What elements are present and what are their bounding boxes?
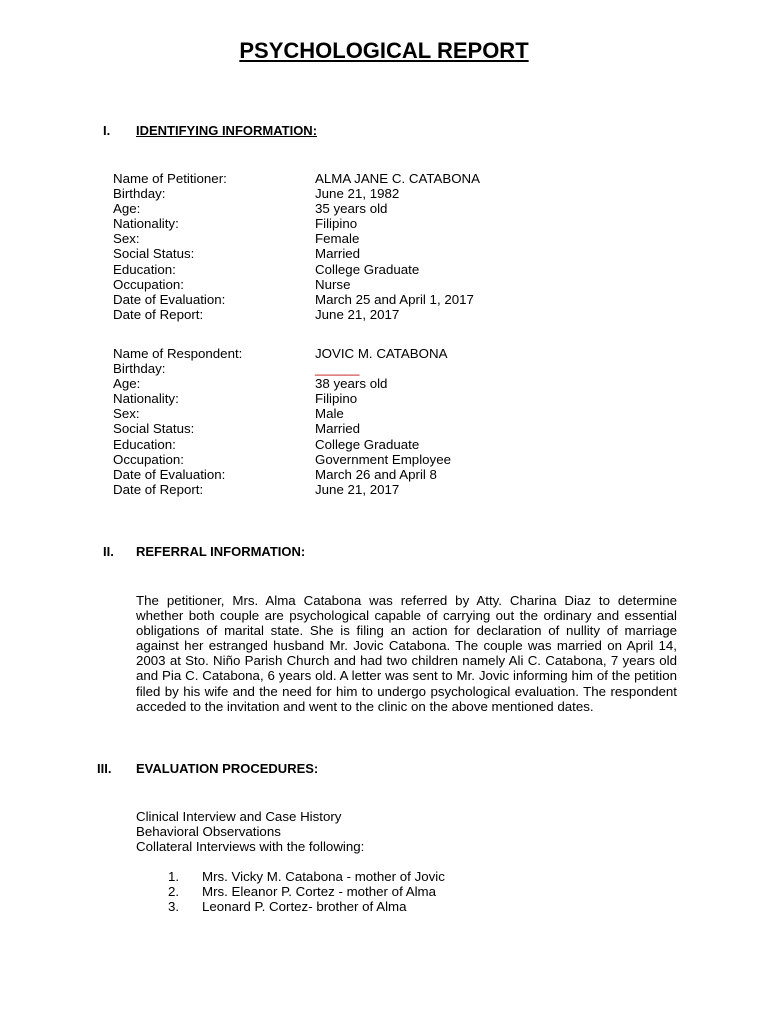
list-number: 3.: [168, 899, 180, 915]
info-row: [113, 216, 480, 231]
procedure-item: Behavioral Observations: [136, 824, 281, 840]
section-3-number: III.: [97, 761, 112, 776]
section-2-title: REFERRAL INFORMATION:: [136, 544, 306, 559]
info-label: Occupation:: [113, 276, 184, 292]
info-row: [113, 307, 480, 322]
info-value: Government Employee: [315, 451, 451, 467]
info-label: Occupation:: [113, 451, 184, 467]
info-value: March 26 and April 8: [315, 466, 437, 482]
info-label: Social Status:: [113, 421, 195, 437]
info-row: [113, 277, 480, 292]
info-value: ALMA JANE C. CATABONA: [315, 171, 481, 186]
info-value: Male: [315, 406, 344, 422]
list-item: [168, 899, 445, 914]
info-row: [113, 346, 451, 361]
list-text: Leonard P. Cortez- brother of Alma: [202, 899, 407, 915]
info-label: Date of Report:: [113, 481, 204, 497]
section-1-title: IDENTIFYING INFORMATION:: [136, 123, 318, 138]
info-label: Age:: [113, 201, 141, 217]
info-label: Social Status:: [113, 246, 195, 262]
info-label: Date of Evaluation:: [113, 291, 226, 307]
info-value: Married: [315, 246, 361, 262]
procedure-item: Collateral Interviews with the following:: [136, 839, 365, 855]
info-value: Nurse: [315, 276, 351, 292]
list-number: 2.: [168, 884, 180, 900]
info-value: 35 years old: [315, 201, 388, 217]
info-value: JOVIC M. CATABONA: [315, 346, 448, 361]
list-item: [168, 869, 445, 884]
section-2-number: II.: [103, 544, 114, 559]
respondent-info: [113, 346, 451, 497]
info-row: [113, 361, 451, 376]
collateral-list: [168, 869, 445, 914]
info-row: [113, 467, 451, 482]
info-row: [113, 262, 480, 277]
info-row: [113, 186, 480, 201]
info-row: [113, 391, 451, 406]
info-label: Education:: [113, 261, 176, 277]
title-text: PSYCHOLOGICAL REPORT: [239, 38, 529, 63]
page-title: [0, 38, 768, 64]
info-label: Sex:: [113, 231, 140, 247]
info-value: 38 years old: [315, 376, 388, 392]
procedure-item: Clinical Interview and Case History: [136, 809, 342, 824]
info-row: [113, 376, 451, 391]
info-row: [113, 246, 480, 261]
info-value: Married: [315, 421, 361, 437]
info-row: [113, 292, 480, 307]
list-text: Mrs. Eleanor P. Cortez - mother of Alma: [202, 884, 437, 900]
info-value: Filipino: [315, 391, 358, 407]
info-row: [113, 406, 451, 421]
info-value: Filipino: [315, 216, 358, 232]
info-value: June 21, 2017: [315, 481, 400, 497]
info-label: Name of Respondent:: [113, 346, 243, 361]
info-row: [113, 452, 451, 467]
info-value: College Graduate: [315, 261, 420, 277]
info-label: Date of Report:: [113, 306, 204, 322]
info-label: Sex:: [113, 406, 140, 422]
info-label: Date of Evaluation:: [113, 466, 226, 482]
info-row: [113, 171, 480, 186]
section-3-title: EVALUATION PROCEDURES:: [136, 761, 319, 776]
info-row: [113, 231, 480, 246]
info-label: Age:: [113, 376, 141, 392]
info-label: Nationality:: [113, 216, 179, 232]
info-value: March 25 and April 1, 2017: [315, 291, 474, 307]
info-label: Birthday:: [113, 186, 166, 202]
referral-paragraph: The petitioner, Mrs. Alma Catabona was referred by Atty. Charina Diaz to determine whether both couple are psychological capable of carrying out the ordinary and essential obligations of marital state. She is filing an action for declaration of nullity of marriage against her estranged husband Mr. Jovic Catabona. The couple was married on April 14, 2003 at Sto. Niño Parish Church and had two children namely Ali C. Catabona, 7 years old and Pia C. Catabona, 6 years old. A letter was sent to Mr. Jovic informing him of the petition filed by his wife and the need for him to undergo psychological evaluation. The respondent acceded to the invitation and went to the clinic on the above mentioned dates.: [136, 593, 677, 714]
info-row: [113, 421, 451, 436]
info-value-blank: ______: [315, 361, 360, 377]
list-text: Mrs. Vicky M. Catabona - mother of Jovic: [202, 869, 445, 884]
section-1-number: I.: [103, 123, 111, 138]
petitioner-info: [113, 171, 480, 322]
list-number: 1.: [168, 869, 180, 884]
info-row: [113, 201, 480, 216]
info-label: Name of Petitioner:: [113, 171, 227, 186]
info-row: [113, 482, 451, 497]
info-value: June 21, 2017: [315, 306, 400, 322]
info-label: Nationality:: [113, 391, 179, 407]
list-item: [168, 884, 445, 899]
info-label: Birthday:: [113, 361, 166, 377]
procedures-list: [136, 809, 364, 854]
info-value: Female: [315, 231, 360, 247]
info-row: [113, 437, 451, 452]
info-value: College Graduate: [315, 436, 420, 452]
info-label: Education:: [113, 436, 176, 452]
info-value: June 21, 1982: [315, 186, 400, 202]
